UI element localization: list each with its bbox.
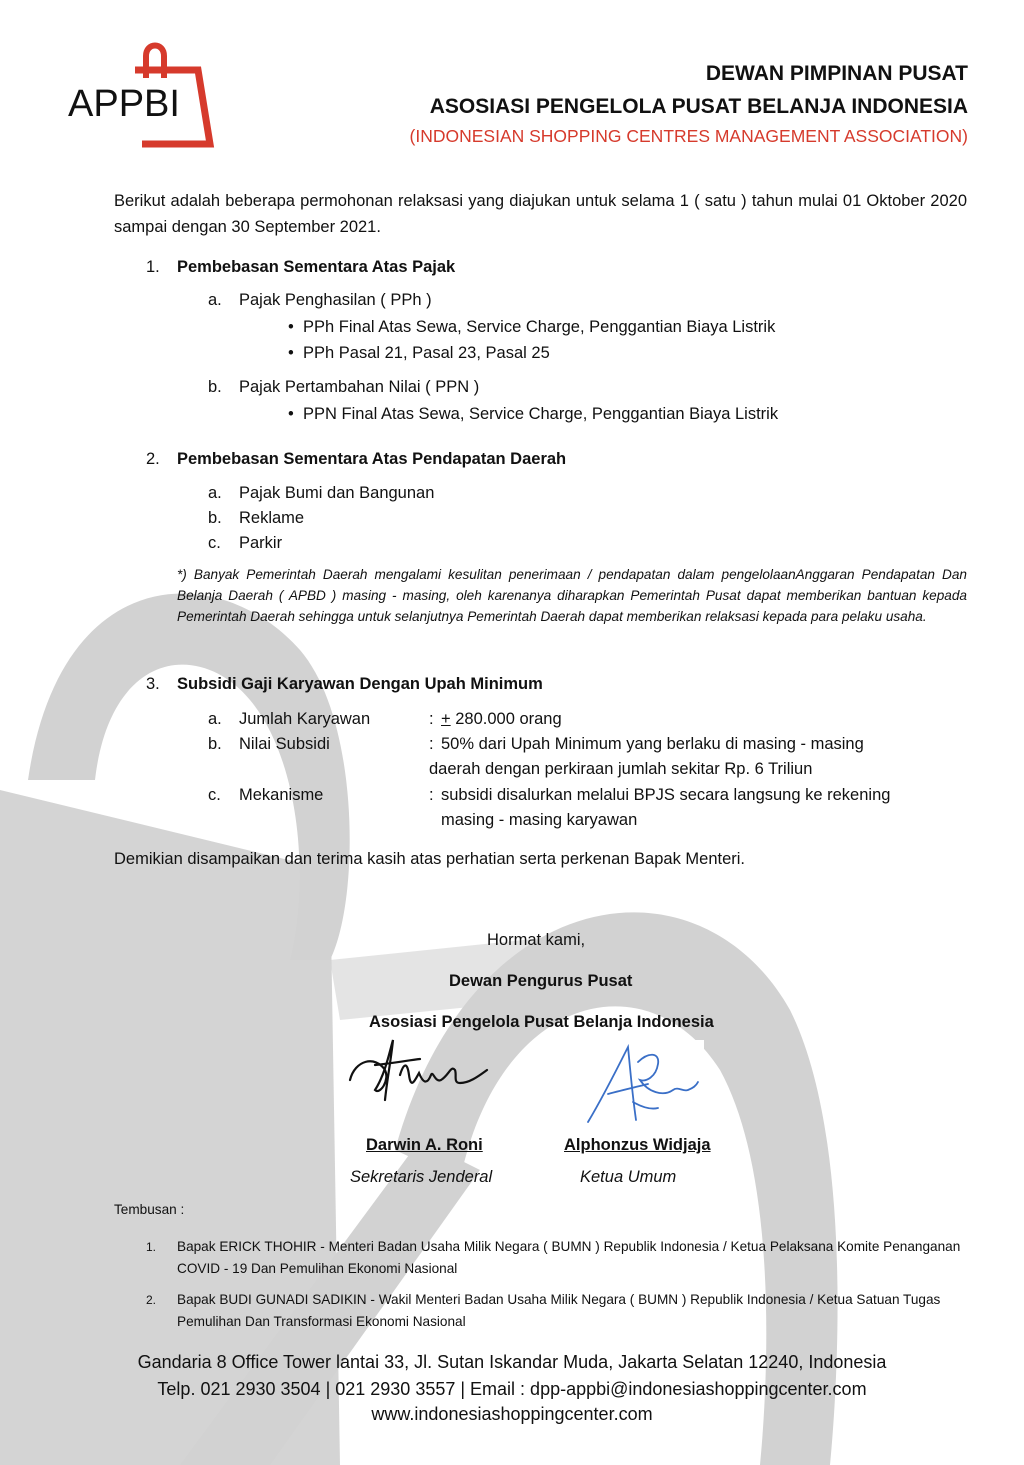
section-1-number: 1.	[146, 258, 160, 276]
section-3c-sep: :	[429, 786, 434, 804]
section-3a-value	[441, 706, 562, 732]
section-1a-label: Pajak Penghasilan ( PPh )	[239, 291, 432, 309]
plus-minus-sign: +	[441, 710, 451, 728]
greeting: Hormat kami,	[487, 931, 586, 949]
section-1b-label: Pajak Pertambahan Nilai ( PPN )	[239, 378, 480, 396]
cc-item-1-number: 1.	[146, 1240, 157, 1254]
section-1b-letter: b.	[208, 378, 222, 396]
signature-left	[345, 1035, 495, 1105]
section-2a-letter: a.	[208, 484, 222, 502]
section-3c-label: Mekanisme	[239, 786, 324, 804]
section-2b-letter: b.	[208, 509, 222, 527]
section-3a-sep: :	[429, 710, 434, 728]
section-3-title: Subsidi Gaji Karyawan Dengan Upah Minimum	[177, 675, 543, 693]
section-2-title: Pembebasan Sementara Atas Pendapatan Daerah	[177, 450, 567, 468]
section-2c-letter: c.	[208, 534, 221, 552]
closing-paragraph: Demikian disampaikan dan terima kasih atas perhatian serta perkenan Bapak Menteri.	[114, 850, 746, 868]
footer-website[interactable]: www.indonesiashoppingcenter.com	[371, 1404, 653, 1424]
logo-text: APPBI	[68, 83, 180, 125]
cc-item-2-text: Bapak BUDI GUNADI SADIKIN - Wakil Menteri Badan Usaha Milik Negara ( BUMN ) Republik Indonesia / Ketua Satuan Tugas Pemulihan Dan Transformasi Ekonomi Nasional	[177, 1292, 941, 1329]
section-2-note: *) Banyak Pemerintah Daerah mengalami kesulitan penerimaan / pendapatan dalam pengelolaanAnggaran Pendapatan Dan Belanja Daerah ( APBD ) masing - masing, oleh karenanya diharapkan Pemerintah Pusat dapat memberikan bantuan kepada Pemerintah Daerah sehingga untuk selanjutnya Pemerintah Daerah dapat memberikan relaksasi kepada para pelaku usaha.	[177, 567, 967, 624]
section-2-number: 2.	[146, 450, 160, 468]
section-3b-value-cont: daerah dengan perkiraan jumlah sekitar Rp. 6 Triliun	[429, 760, 813, 778]
footer-address: Gandaria 8 Office Tower lantai 33, Jl. Sutan Iskandar Muda, Jakarta Selatan 12240, Indonesia	[137, 1352, 887, 1372]
appbi-logo	[68, 36, 218, 148]
footer-contact: Telp. 021 2930 3504 | 021 2930 3557 | Email : dpp-appbi@indonesiashoppingcenter.com	[157, 1379, 867, 1399]
signature-right	[578, 1042, 703, 1130]
section-3b-letter: b.	[208, 735, 222, 753]
header-line-2: ASOSIASI PENGELOLA PUSAT BELANJA INDONESIA	[429, 95, 968, 118]
section-3b-sep: :	[429, 735, 434, 753]
section-1a-letter: a.	[208, 291, 222, 309]
section-2b-label: Reklame	[239, 509, 305, 527]
section-3b-label: Nilai Subsidi	[239, 735, 330, 753]
section-1-title: Pembebasan Sementara Atas Pajak	[177, 258, 456, 276]
section-3c-value-cont: masing - masing karyawan	[441, 811, 638, 829]
section-3c-letter: c.	[208, 786, 221, 804]
cc-label: Tembusan :	[114, 1202, 185, 1217]
section-1a-bullet-2: • PPh Pasal 21, Pasal 23, Pasal 25	[303, 340, 550, 366]
section-3a-letter: a.	[208, 710, 222, 728]
section-3a-label: Jumlah Karyawan	[239, 710, 371, 728]
cc-item-1-text: Bapak ERICK THOHIR - Menteri Badan Usaha Milik Negara ( BUMN ) Republik Indonesia / Ketua Pelaksana Komite Penanganan COVID - 19 Dan Pemulihan Ekonomi Nasional	[177, 1239, 961, 1276]
cc-item-2-number: 2.	[146, 1293, 157, 1307]
section-2a-label: Pajak Bumi dan Bangunan	[239, 484, 435, 502]
board-name: Dewan Pengurus Pusat	[449, 972, 633, 990]
section-3b-value: 50% dari Upah Minimum yang berlaku di masing - masing	[441, 735, 864, 753]
section-3a-value-text: 280.000 orang	[450, 710, 562, 728]
signer-right-title: Ketua Umum	[580, 1168, 677, 1186]
section-3-number: 3.	[146, 675, 160, 693]
section-1b-bullet-1: • PPN Final Atas Sewa, Service Charge, Penggantian Biaya Listrik	[303, 401, 778, 427]
signer-left-name: Darwin A. Roni	[366, 1136, 483, 1154]
header-line-3: (INDONESIAN SHOPPING CENTRES MANAGEMENT ASSOCIATION)	[409, 126, 968, 146]
org-name: Asosiasi Pengelola Pusat Belanja Indonesia	[369, 1013, 714, 1031]
signer-right-name: Alphonzus Widjaja	[564, 1136, 711, 1154]
section-3c-value: subsidi disalurkan melalui BPJS secara langsung ke rekening	[441, 786, 891, 804]
section-1a-bullet-1: • PPh Final Atas Sewa, Service Charge, Penggantian Biaya Listrik	[303, 314, 775, 340]
section-2c-label: Parkir	[239, 534, 283, 552]
header-line-1: DEWAN PIMPINAN PUSAT	[705, 62, 968, 85]
intro-paragraph: Berikut adalah beberapa permohonan relaksasi yang diajukan untuk selama 1 ( satu ) tahun mulai 01 Oktober 2020 sampai dengan 30 September 2021.	[114, 192, 967, 236]
signer-left-title: Sekretaris Jenderal	[350, 1168, 493, 1186]
